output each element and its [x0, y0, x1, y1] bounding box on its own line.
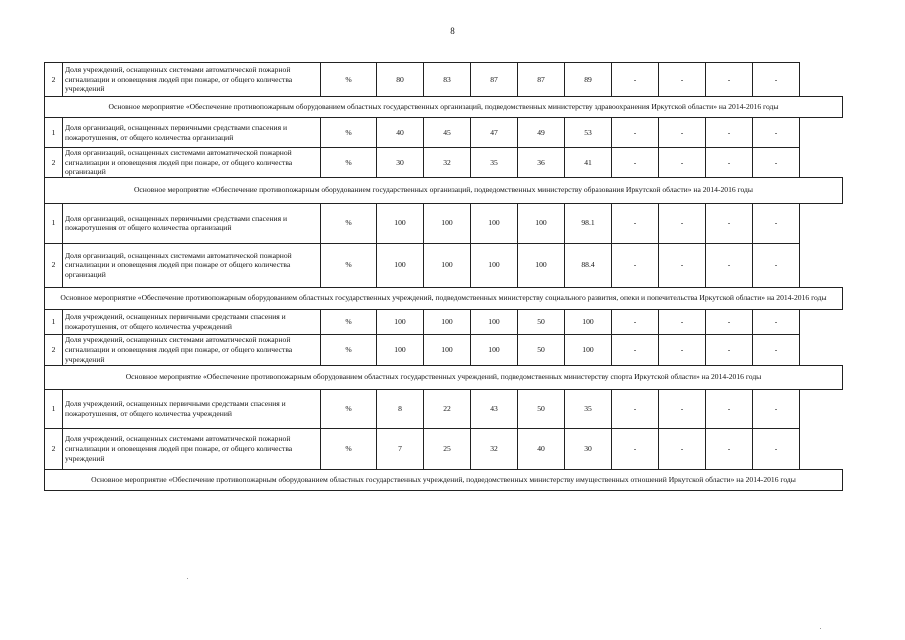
- unit-cell: %: [321, 428, 377, 469]
- section-title: Основное мероприятие «Обеспечение противопожарным оборудованием областных государственных учреждений, подведомственных министерству спорта Иркутской области» на 2014-2016 годы: [45, 365, 843, 389]
- indicator-name-cell: Доля организаций, оснащенных системами автоматической пожарной сигнализации и оповещения людей при пожаре от общего количества организаций: [63, 243, 321, 287]
- table-row: [45, 148, 843, 178]
- value-cell: -: [612, 118, 659, 148]
- value-cell: 30: [565, 428, 612, 469]
- value-cell: 100: [424, 203, 471, 243]
- value-cell: -: [753, 309, 800, 334]
- unit-cell: %: [321, 148, 377, 178]
- table-row: [45, 63, 843, 97]
- section-header-row: [45, 97, 843, 118]
- table-row: [45, 334, 843, 365]
- row-number-cell: 1: [45, 118, 63, 148]
- section-header-row: [45, 177, 843, 203]
- value-cell: -: [706, 243, 753, 287]
- row-number-cell: 2: [45, 243, 63, 287]
- table-row: [45, 203, 843, 243]
- value-cell: 25: [424, 428, 471, 469]
- value-cell: 89: [565, 63, 612, 97]
- value-cell: -: [753, 428, 800, 469]
- value-cell: -: [612, 389, 659, 428]
- value-cell: -: [659, 118, 706, 148]
- section-title: Основное мероприятие «Обеспечение противопожарным оборудованием областных государственных учреждений, подведомственных министерству социального развития, опеки и попечительства Иркутской области» на 2014-2016 годы: [45, 287, 843, 309]
- value-cell: 88.4: [565, 243, 612, 287]
- value-cell: 35: [471, 148, 518, 178]
- row-number-cell: 1: [45, 309, 63, 334]
- value-cell: 50: [518, 334, 565, 365]
- unit-cell: %: [321, 118, 377, 148]
- value-cell: 100: [424, 243, 471, 287]
- value-cell: 7: [377, 428, 424, 469]
- value-cell: -: [706, 118, 753, 148]
- value-cell: 87: [518, 63, 565, 97]
- value-cell: -: [612, 428, 659, 469]
- value-cell: -: [612, 334, 659, 365]
- value-cell: -: [659, 203, 706, 243]
- value-cell: -: [753, 389, 800, 428]
- row-number-cell: 2: [45, 148, 63, 178]
- value-cell: -: [753, 334, 800, 365]
- value-cell: 100: [424, 334, 471, 365]
- indicator-name-cell: Доля учреждений, оснащенных первичными средствами спасения и пожаротушения, от общего количества учреждений: [63, 309, 321, 334]
- value-cell: -: [659, 63, 706, 97]
- value-cell: 100: [518, 243, 565, 287]
- value-cell: 40: [377, 118, 424, 148]
- row-number-cell: 2: [45, 334, 63, 365]
- value-cell: 47: [471, 118, 518, 148]
- indicator-name-cell: Доля учреждений, оснащенных системами автоматической пожарной сигнализации и оповещения людей при пожаре, от общего количества учреждений: [63, 334, 321, 365]
- value-cell: 100: [565, 334, 612, 365]
- indicator-name-cell: Доля организаций, оснащенных первичными средствами спасения и пожаротушения, от общего количества организаций: [63, 118, 321, 148]
- value-cell: -: [659, 243, 706, 287]
- value-cell: 98.1: [565, 203, 612, 243]
- value-cell: -: [706, 148, 753, 178]
- value-cell: -: [659, 148, 706, 178]
- indicator-name-cell: Доля организаций, оснащенных системами автоматической пожарной сигнализации и оповещения людей при пожаре, от общего количества организаций: [63, 148, 321, 178]
- unit-cell: %: [321, 309, 377, 334]
- value-cell: 50: [518, 309, 565, 334]
- value-cell: 100: [565, 309, 612, 334]
- value-cell: -: [753, 243, 800, 287]
- value-cell: -: [612, 309, 659, 334]
- value-cell: -: [659, 389, 706, 428]
- value-cell: 100: [471, 309, 518, 334]
- value-cell: 100: [424, 309, 471, 334]
- value-cell: -: [706, 334, 753, 365]
- value-cell: 100: [471, 203, 518, 243]
- row-number-cell: 2: [45, 428, 63, 469]
- indicator-name-cell: Доля учреждений, оснащенных системами автоматической пожарной сигнализации и оповещения людей при пожаре, от общего количества учреждений: [63, 63, 321, 97]
- table-row: [45, 243, 843, 287]
- value-cell: 40: [518, 428, 565, 469]
- indicator-name-cell: Доля учреждений, оснащенных системами автоматической пожарной сигнализации и оповещения людей при пожаре, от общего количества учреждений: [63, 428, 321, 469]
- unit-cell: %: [321, 389, 377, 428]
- indicators-table: [44, 62, 843, 491]
- value-cell: -: [612, 63, 659, 97]
- value-cell: 100: [377, 203, 424, 243]
- value-cell: 50: [518, 389, 565, 428]
- value-cell: 100: [471, 243, 518, 287]
- section-header-row: [45, 287, 843, 309]
- unit-cell: %: [321, 203, 377, 243]
- section-header-row: [45, 365, 843, 389]
- value-cell: -: [706, 309, 753, 334]
- page-number: 8: [450, 26, 455, 36]
- section-header-row: [45, 469, 843, 490]
- unit-cell: %: [321, 63, 377, 97]
- row-number-cell: 2: [45, 63, 63, 97]
- row-number-cell: 1: [45, 203, 63, 243]
- value-cell: 100: [518, 203, 565, 243]
- value-cell: 36: [518, 148, 565, 178]
- indicator-name-cell: Доля организаций, оснащенных первичными средствами спасения и пожаротушения от общего количества организаций: [63, 203, 321, 243]
- unit-cell: %: [321, 243, 377, 287]
- value-cell: 30: [377, 148, 424, 178]
- value-cell: 53: [565, 118, 612, 148]
- value-cell: -: [753, 63, 800, 97]
- section-title: Основное мероприятие «Обеспечение противопожарным оборудованием областных государственных учреждений, подведомственных министерству имущественных отношений Иркутской области» на 2014-2016 годы: [45, 469, 843, 490]
- value-cell: 83: [424, 63, 471, 97]
- table-row: [45, 428, 843, 469]
- value-cell: 32: [424, 148, 471, 178]
- value-cell: 8: [377, 389, 424, 428]
- value-cell: 32: [471, 428, 518, 469]
- table-row: [45, 309, 843, 334]
- section-title: Основное мероприятие «Обеспечение противопожарным оборудованием государственных организаций, подведомственных министерству образования Иркутской области» на 2014-2016 годы: [45, 177, 843, 203]
- value-cell: -: [659, 428, 706, 469]
- section-title: Основное мероприятие «Обеспечение противопожарным оборудованием областных государственных организаций, подведомственных министерству здравоохранения Иркутской области» на 2014-2016 годы: [45, 97, 843, 118]
- value-cell: -: [706, 203, 753, 243]
- value-cell: -: [659, 309, 706, 334]
- scan-speck: [187, 578, 188, 579]
- value-cell: -: [706, 389, 753, 428]
- value-cell: 100: [471, 334, 518, 365]
- indicator-name-cell: Доля учреждений, оснащенных первичными средствами спасения и пожаротушения, от общего количества учреждений: [63, 389, 321, 428]
- value-cell: 80: [377, 63, 424, 97]
- value-cell: 35: [565, 389, 612, 428]
- value-cell: -: [706, 428, 753, 469]
- value-cell: 100: [377, 309, 424, 334]
- unit-cell: %: [321, 334, 377, 365]
- value-cell: 100: [377, 243, 424, 287]
- scan-speck: [820, 628, 821, 629]
- value-cell: 43: [471, 389, 518, 428]
- value-cell: -: [612, 203, 659, 243]
- value-cell: 87: [471, 63, 518, 97]
- value-cell: 22: [424, 389, 471, 428]
- value-cell: -: [753, 148, 800, 178]
- value-cell: 41: [565, 148, 612, 178]
- value-cell: -: [659, 334, 706, 365]
- table-row: [45, 118, 843, 148]
- value-cell: -: [612, 148, 659, 178]
- value-cell: -: [753, 203, 800, 243]
- value-cell: -: [612, 243, 659, 287]
- table-row: [45, 389, 843, 428]
- value-cell: -: [706, 63, 753, 97]
- value-cell: 100: [377, 334, 424, 365]
- value-cell: 49: [518, 118, 565, 148]
- value-cell: -: [753, 118, 800, 148]
- row-number-cell: 1: [45, 389, 63, 428]
- value-cell: 45: [424, 118, 471, 148]
